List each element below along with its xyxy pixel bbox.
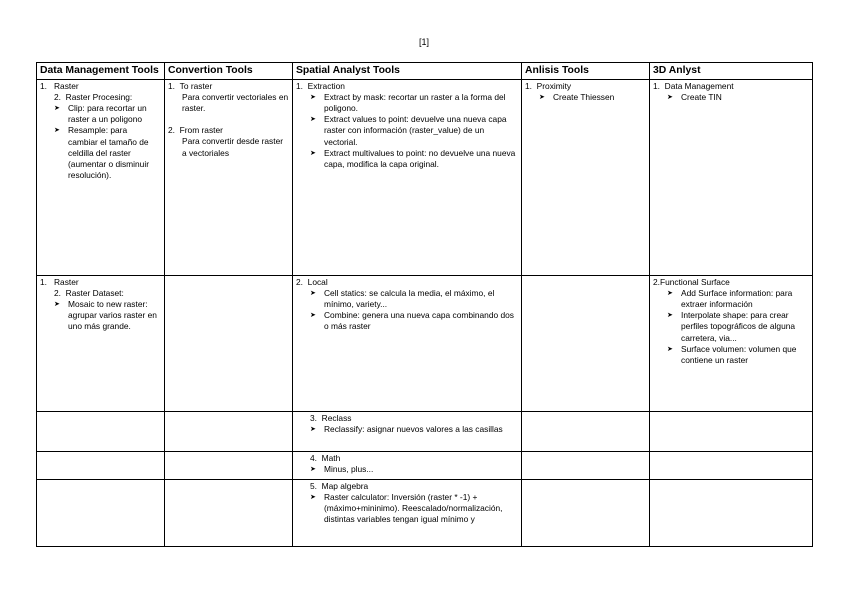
list-item <box>296 481 518 492</box>
bullet-item <box>40 125 161 181</box>
list-text: Data Management <box>664 80 734 91</box>
list-item <box>296 277 518 288</box>
cell-empty <box>165 479 293 546</box>
arrow-bullet-icon: ➤ <box>310 289 316 297</box>
list-text: Map algebra <box>321 480 369 491</box>
arrow-bullet-icon: ➤ <box>54 104 60 112</box>
cell-spatial-local <box>293 275 522 411</box>
bullet-item <box>653 288 809 310</box>
page-number: [1] <box>418 37 429 47</box>
bullet-item <box>296 92 518 114</box>
list-number: 3. <box>310 412 317 423</box>
cell-empty <box>522 275 650 411</box>
bullet-text: Create TIN <box>681 91 722 102</box>
list-item <box>653 81 809 92</box>
header-data-management: Data Management Tools <box>37 63 165 80</box>
list-number: 2. <box>168 125 175 136</box>
list-text: From raster <box>179 125 223 136</box>
bullet-text: Surface volumen: volumen que contiene un raster <box>681 343 797 365</box>
list-item <box>168 81 289 92</box>
cell-3d-data-management <box>650 79 813 275</box>
list-description: Para convertir desde raster a vectoriales <box>182 136 284 158</box>
list-number: 1. <box>296 80 303 91</box>
arrow-bullet-icon: ➤ <box>310 116 316 124</box>
cell-conversion-tools <box>165 79 293 275</box>
arrow-bullet-icon: ➤ <box>667 312 673 320</box>
cell-empty <box>37 479 165 546</box>
list-text: Proximity <box>536 80 572 91</box>
tools-table <box>36 62 813 547</box>
bullet-item <box>296 148 518 170</box>
bullet-item <box>296 288 518 310</box>
list-text: Local <box>307 276 328 287</box>
bullet-text: Resample: para cambiar el tamaño de celdilla del raster (aumentar o disminuir resolución). <box>68 125 149 181</box>
list-number: 1. <box>40 80 47 91</box>
header-analisis: Anlisis Tools <box>522 63 650 80</box>
list-number: 1. <box>653 80 660 91</box>
cell-empty <box>165 451 293 479</box>
bullet-text: Create Thiessen <box>553 91 615 102</box>
list-text: Reclass <box>321 412 352 423</box>
cell-analisis-proximity <box>522 79 650 275</box>
cell-empty <box>522 411 650 451</box>
bullet-text: Add Surface information: para extraer información <box>681 287 793 309</box>
list-number: 2. <box>54 287 61 298</box>
arrow-bullet-icon: ➤ <box>310 93 316 101</box>
table-row <box>37 411 813 451</box>
bullet-text: Extract by mask: recortar un raster a la forma del poligono. <box>324 91 506 113</box>
bullet-text: Raster calculator: Inversión (raster * -1) + (máximo+mininimo). Reescalado/normalización, distintas variables tengan igual mínimo y <box>324 491 503 525</box>
cell-dm-raster-dataset <box>37 275 165 411</box>
bullet-item <box>525 92 646 103</box>
cell-empty <box>37 451 165 479</box>
bullet-text: Reclassify: asignar nuevos valores a las casillas <box>324 423 503 434</box>
table-row <box>37 479 813 546</box>
list-item <box>40 288 161 299</box>
arrow-bullet-icon: ➤ <box>54 127 60 135</box>
cell-spatial-reclass <box>293 411 522 451</box>
list-number: 1. <box>168 80 175 91</box>
list-text: Raster Procesing: <box>65 91 133 102</box>
table-row <box>37 79 813 275</box>
arrow-bullet-icon: ➤ <box>667 345 673 353</box>
arrow-bullet-icon: ➤ <box>310 465 316 473</box>
header-3d-analyst: 3D Anlyst <box>650 63 813 80</box>
bullet-item <box>40 299 161 333</box>
list-number: 2. <box>54 91 61 102</box>
list-text: 2.Functional Surface <box>653 276 730 287</box>
cell-empty <box>165 411 293 451</box>
cell-dm-raster-procesing <box>37 79 165 275</box>
bullet-item <box>296 464 518 475</box>
list-item <box>296 81 518 92</box>
list-item <box>168 125 289 136</box>
header-spatial-analyst: Spatial Analyst Tools <box>293 63 522 80</box>
table-row <box>37 275 813 411</box>
list-text: Raster <box>53 80 79 91</box>
list-item <box>40 277 161 288</box>
list-number: 2. <box>296 276 303 287</box>
list-text: To raster <box>179 80 213 91</box>
list-number: 5. <box>310 480 317 491</box>
list-item <box>296 413 518 424</box>
arrow-bullet-icon: ➤ <box>310 312 316 320</box>
bullet-item <box>296 492 518 526</box>
cell-empty <box>650 411 813 451</box>
cell-empty <box>37 411 165 451</box>
cell-empty <box>650 479 813 546</box>
bullet-text: Clip: para recortar un raster a un poligono <box>68 102 147 125</box>
arrow-bullet-icon: ➤ <box>667 289 673 297</box>
list-item <box>296 453 518 464</box>
list-number: 4. <box>310 452 317 463</box>
list-text: Raster <box>53 276 79 287</box>
list-text: Raster Dataset: <box>65 287 124 298</box>
list-text: Extraction <box>307 80 345 91</box>
arrow-bullet-icon: ➤ <box>539 93 545 101</box>
table-row <box>37 451 813 479</box>
bullet-text: Extract values to point: devuelve una nueva capa raster con información (raster_value) de un vectorial. <box>324 114 507 147</box>
bullet-text: Minus, plus... <box>324 463 374 474</box>
bullet-item <box>296 424 518 435</box>
cell-empty <box>522 451 650 479</box>
bullet-item <box>296 310 518 332</box>
arrow-bullet-icon: ➤ <box>310 493 316 501</box>
cell-empty <box>650 451 813 479</box>
list-item <box>40 81 161 92</box>
bullet-item <box>653 92 809 103</box>
cell-spatial-extraction <box>293 79 522 275</box>
bullet-item <box>653 344 809 366</box>
bullet-text: Mosaic to new raster: agrupar varios raster en uno más grande. <box>68 298 157 332</box>
header-convertion: Convertion Tools <box>165 63 293 80</box>
arrow-bullet-icon: ➤ <box>667 93 673 101</box>
list-text: Math <box>321 452 341 463</box>
cell-spatial-map-algebra <box>293 479 522 546</box>
bullet-text: Interpolate shape: para crear perfiles topográficos de alguna carretera, via... <box>681 310 796 343</box>
list-item <box>40 92 161 103</box>
list-description: Para convertir vectoriales en raster. <box>182 91 289 113</box>
table-header-row <box>37 63 813 80</box>
list-item <box>525 81 646 92</box>
bullet-text: Extract multivalues to point: no devuelve una nueva capa, modifica la capa original. <box>324 147 516 169</box>
arrow-bullet-icon: ➤ <box>54 300 60 308</box>
arrow-bullet-icon: ➤ <box>310 425 316 433</box>
bullet-item <box>296 114 518 148</box>
arrow-bullet-icon: ➤ <box>310 149 316 157</box>
bullet-text: Cell statics: se calcula la media, el máximo, el mínimo, variety... <box>324 287 495 309</box>
bullet-item <box>40 103 161 125</box>
bullet-item <box>653 310 809 344</box>
list-number: 1. <box>40 276 47 287</box>
list-number: 1. <box>525 80 532 91</box>
cell-3d-functional-surface <box>650 275 813 411</box>
cell-spatial-math <box>293 451 522 479</box>
cell-empty <box>522 479 650 546</box>
bullet-text: Combine: genera una nueva capa combinando dos o más raster <box>324 310 514 332</box>
cell-empty <box>165 275 293 411</box>
